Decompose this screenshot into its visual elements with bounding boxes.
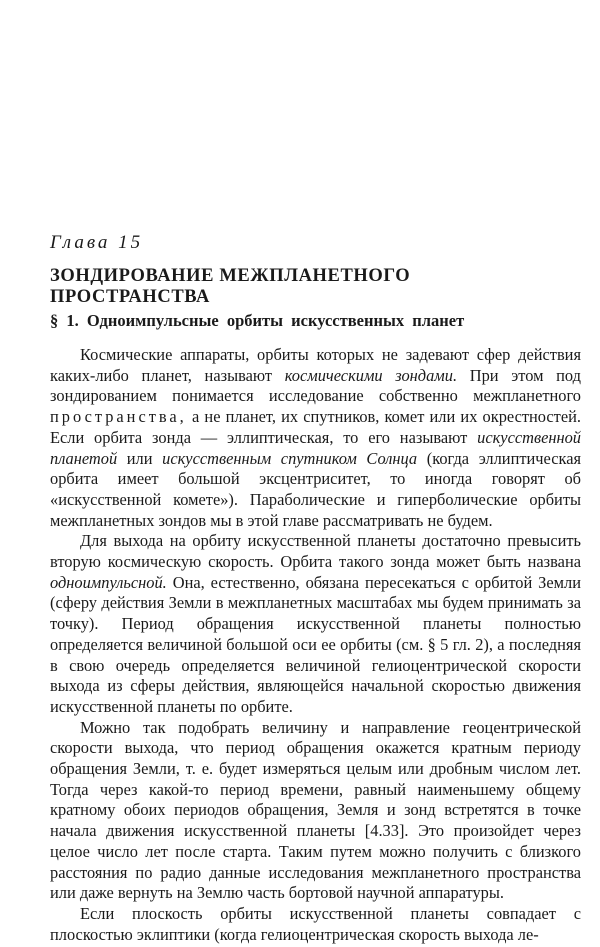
chapter-title: ЗОНДИРОВАНИЕ МЕЖПЛАНЕТНОГО ПРОСТРАНСТВА	[50, 266, 411, 307]
paragraph-2	[50, 531, 581, 717]
paragraph-4: Если плоскость орбиты искусственной планеты совпадает с плоскостью эклиптики (когда гелиоцентрическая скорость выхода ле-	[50, 903, 581, 944]
p2-term-single-impulse: одноимпульсной.	[50, 572, 167, 592]
p1-text-g: или	[117, 448, 163, 468]
p1-term-space-probes: космическими зондами.	[284, 365, 458, 385]
p1-spaced-word: пространства,	[50, 407, 187, 427]
p1-term-artificial-planet: искусственной планетой	[50, 427, 581, 468]
paragraph-1	[50, 345, 581, 531]
p1-text-a: Космические аппараты, орбиты которых не задевают сфер действия каких-либо планет, называют	[50, 345, 581, 385]
p2-text-c: Она, естественно, обязана пересекаться с орбитой Земли (сферу действия Земли в межпланетных масштабах мы будем принимать за точку). Период обращения искусственной планеты полностью определяется величиной большой оси ее орбиты (см. § 5 гл. 2), а последняя в свою очередь определяется величиной гелиоцентрической скорости выхода из сферы действия, являющейся начальной скоростью движения искусственной планеты по орбите.	[50, 572, 581, 716]
p1-text-e: а не планет, их спутников, комет или их окрестностей. Если орбита зонда — эллиптическая, то его называют	[50, 407, 581, 447]
paragraph-3: Можно так подобрать величину и направление геоцентрической скорости выхода, что период обращения окажется кратным периоду обращения Земли, т. е. будет измеряться целым или дробным числом лет. Тогда через какой-то период времени, равный наименьшему общему кратному обоих периодов обращения, Земля и зонд встретятся в точке начала движения искусственной планеты [4.33]. Это произойдет через целое число лет после старта. Таким путем можно получить с близкого расстояния по радио данные исследования межпланетного пространства или даже вернуть на Землю часть бортовой научной аппаратуры.	[50, 717, 581, 903]
p2-text-a: Для выхода на орбиту искусственной планеты достаточно превысить вторую космическую скорость. Орбита такого зонда может быть названа	[50, 531, 581, 572]
body-text	[50, 345, 581, 945]
p1-text-c: При этом под зондированием понимается исследование собственно межпланетного	[50, 365, 581, 406]
chapter-label: Глава 15	[50, 232, 144, 253]
p1-term-artificial-sun-satellite: искусственным спутником Солнца	[162, 448, 418, 468]
section-title: § 1. Одноимпульсные орбиты искусственных планет	[50, 311, 465, 330]
p1-text-i: (когда эллиптическая орбита имеет большой эксцентриситет, то иногда говорят об «искусственной комете»). Параболические и гиперболические орбиты межпланетных зондов мы в этой главе рассматривать не будем.	[50, 448, 582, 530]
